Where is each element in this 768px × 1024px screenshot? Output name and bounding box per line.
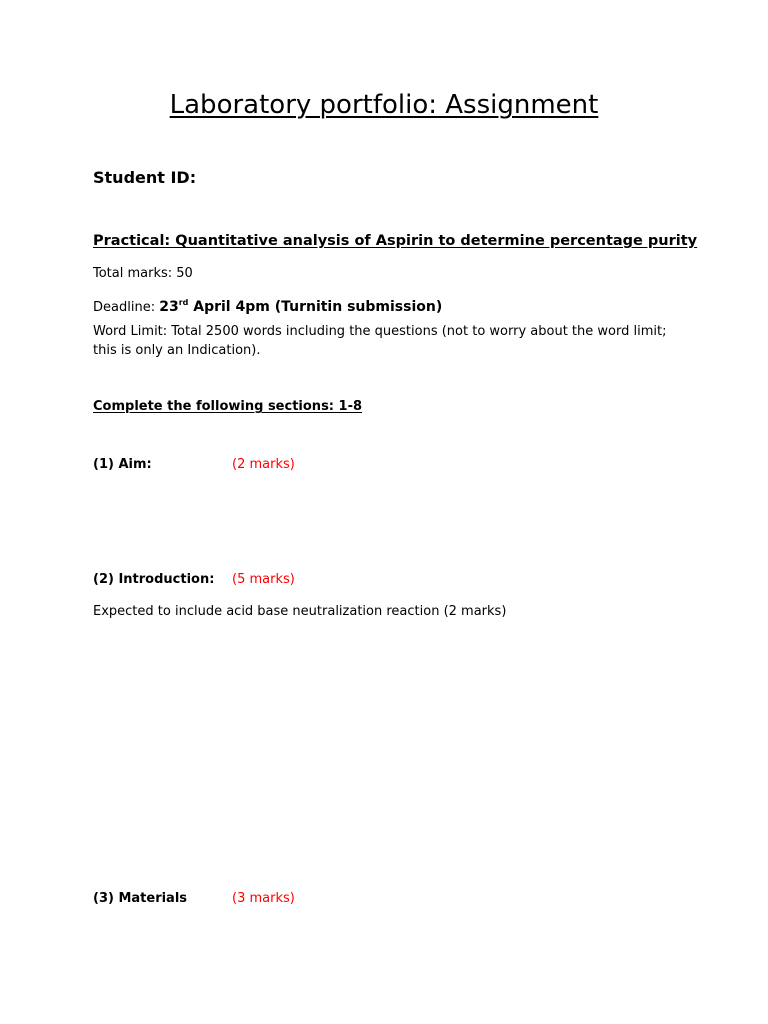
deadline-day: 23 [159,299,179,315]
section-materials-heading: (3) Materials [93,891,188,906]
section-introduction-marks: (5 marks) [232,572,295,587]
section-materials-marks: (3 marks) [232,891,295,906]
deadline-label: Deadline: [93,300,160,315]
section-aim-heading: (1) Aim: [93,457,152,472]
total-marks: Total marks: 50 [93,266,193,281]
complete-sections-heading: Complete the following sections: 1-8 [93,399,363,414]
deadline [93,293,442,317]
deadline-day-suffix: rd [178,298,189,307]
word-limit: Word Limit: Total 2500 words including the questions (not to worry about the word limit; this is only an Indication). [93,324,667,358]
page-title [0,88,768,122]
student-id-label: Student ID: [93,168,197,187]
section-introduction-heading: (2) Introduction: [93,572,215,587]
deadline-rest: April 4pm (Turnitin submission) [188,299,443,315]
section-aim-marks: (2 marks) [232,457,295,472]
practical-heading: Practical: Quantitative analysis of Aspirin to determine percentage purity [93,233,698,249]
title-text: Laboratory portfolio: Assignment [169,90,599,120]
section-introduction-note: Expected to include acid base neutralization reaction (2 marks) [93,604,507,619]
